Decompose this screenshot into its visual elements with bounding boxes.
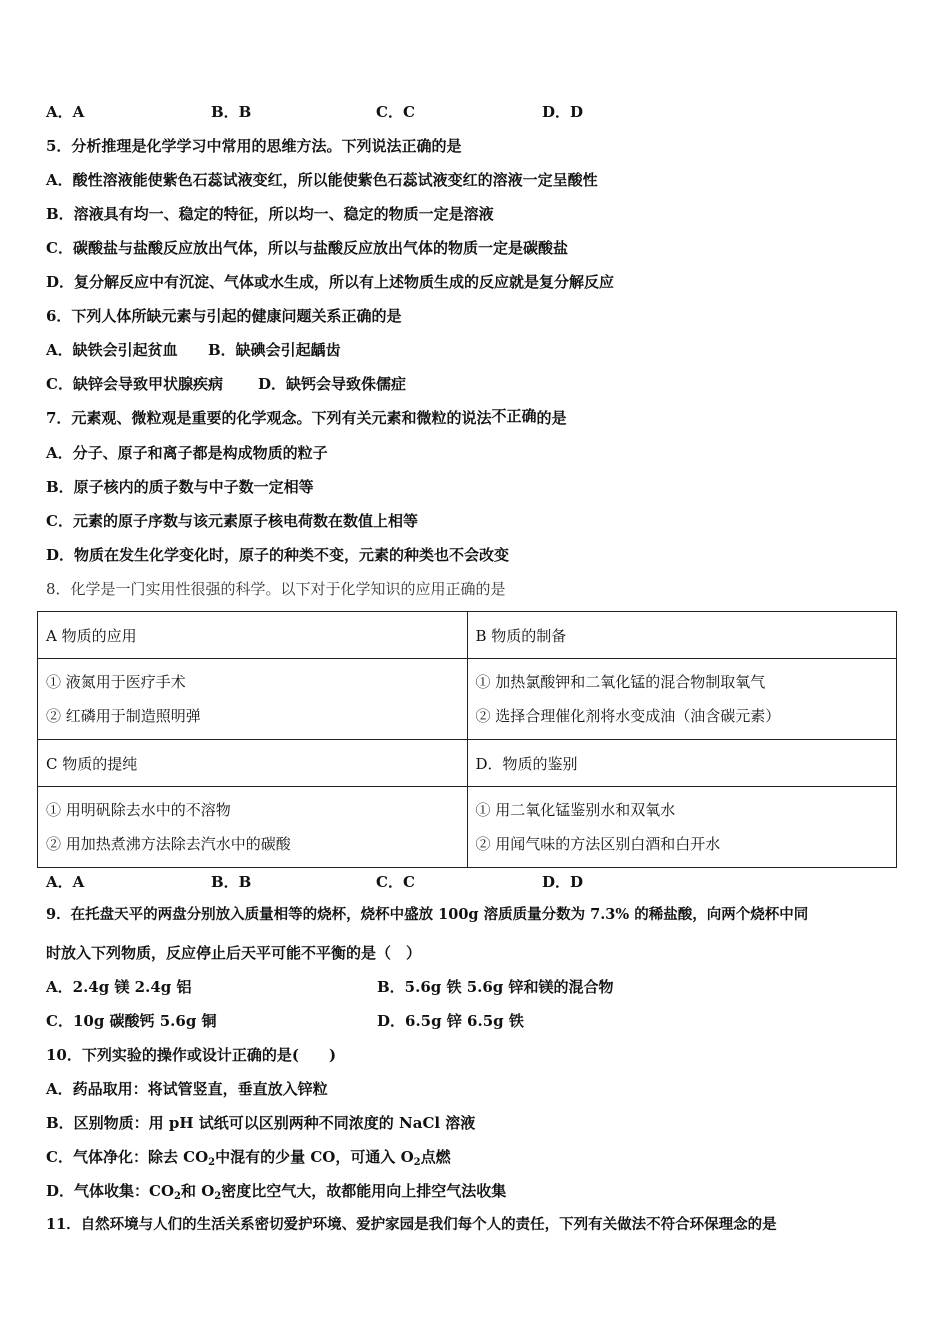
q8-option-c: C．C (376, 873, 415, 891)
option-d: D．D (542, 103, 584, 121)
q8-option-b: B．B (211, 873, 252, 891)
q7-option-b: B．原子核内的质子数与中子数一定相等 (46, 478, 314, 496)
table-header-b: B 物质的制备 (467, 612, 897, 659)
table-row (38, 612, 897, 659)
c-item-2: ② 用加热煮沸方法除去汽水中的碳酸 (46, 835, 291, 853)
table-cell-c (38, 787, 468, 868)
q11-stem: 11．自然环境与人们的生活关系密切爱护环境、爱护家园是我们每个人的责任，下列有关做法不符合环保理念的是 (46, 1216, 777, 1233)
q7-stem-main: 7．元素观、微粒观是重要的化学观念。下列有关元素和微粒的说法 (46, 409, 492, 427)
q8-option-a: A．A (46, 873, 85, 891)
q6-option-d: D．缺钙会导致侏儒症 (258, 375, 407, 393)
q8-options-row (46, 872, 746, 892)
q9-stem-line1: 9．在托盘天平的两盘分别放入质量相等的烧杯，烧杯中盛放 100g 溶质质量分数为 7.3% 的稀盐酸，向两个烧杯中同 (46, 906, 809, 923)
q8-option-d: D．D (542, 873, 584, 891)
a-item-2: ② 红磷用于制造照明弹 (46, 707, 201, 725)
table-header-d: D．物质的鉴别 (467, 740, 897, 787)
q7-option-c: C．元素的原子序数与该元素原子核电荷数在数值上相等 (46, 512, 418, 530)
q5-stem: 5．分析推理是化学学习中常用的思维方法。下列说法正确的是 (46, 137, 462, 155)
q7-option-a: A．分子、原子和离子都是构成物质的粒子 (46, 444, 328, 462)
q7-stem-end: 的是 (536, 409, 567, 427)
q9-option-c: C．10g 碳酸钙 5.6g 铜 (46, 1012, 217, 1030)
b-item-1: ① 加热氯酸钾和二氧化锰的混合物制取氧气 (475, 673, 766, 691)
table-row (38, 740, 897, 787)
d-item-2: ② 用闻气味的方法区别白酒和白开水 (475, 835, 721, 853)
q7-option-d: D．物质在发生化学变化时，原子的种类不变，元素的种类也不会改变 (46, 546, 510, 564)
table-row (38, 659, 897, 740)
q5-option-b: B．溶液具有均一、稳定的特征，所以均一、稳定的物质一定是溶液 (46, 205, 494, 223)
q10-d-text-1: D．气体收集：CO (46, 1182, 175, 1200)
q10-c-sub-1: 2 (208, 1157, 216, 1168)
q10-c-text-2: 中混有的少量 CO，可通入 O (215, 1148, 414, 1166)
table-cell-b (467, 659, 897, 740)
q9-options-row2 (46, 1011, 866, 1031)
c-item-1: ① 用明矾除去水中的不溶物 (46, 801, 231, 819)
q6-option-c: C．缺锌会导致甲状腺疾病 (46, 375, 223, 393)
q10-c-sub-2: 2 (413, 1157, 421, 1168)
q5-option-c: C．碳酸盐与盐酸反应放出气体，所以与盐酸反应放出气体的物质一定是碳酸盐 (46, 239, 568, 257)
option-b: B．B (211, 103, 252, 121)
table-row (38, 787, 897, 868)
q9-option-d: D．6.5g 锌 6.5g 铁 (377, 1012, 524, 1030)
q9-stem-line2: 时放入下列物质，反应停止后天平可能不平衡的是（ ） (46, 944, 422, 962)
q8-stem: 8．化学是一门实用性很强的科学。以下对于化学知识的应用正确的是 (46, 580, 506, 598)
q10-option-b: B．区别物质：用 pH 试纸可以区别两种不同浓度的 NaCl 溶液 (46, 1114, 476, 1132)
a-item-1: ① 液氮用于医疗手术 (46, 673, 186, 691)
q10-d-sub-1: 2 (174, 1191, 181, 1202)
q10-option-a: A．药品取用：将试管竖直，垂直放入锌粒 (46, 1080, 328, 1098)
q6-option-a: A．缺铁会引起贫血 (46, 341, 178, 359)
q5-option-d: D．复分解反应中有沉淀、气体或水生成，所以有上述物质生成的反应就是复分解反应 (46, 273, 615, 291)
q8-table (37, 611, 897, 868)
q9-option-a: A．2.4g 镁 2.4g 铝 (46, 978, 192, 996)
q9-option-b: B．5.6g 铁 5.6g 锌和镁的混合物 (377, 978, 614, 996)
table-header-c: C 物质的提纯 (38, 740, 468, 787)
q6-stem: 6．下列人体所缺元素与引起的健康问题关系正确的是 (46, 307, 402, 325)
q7-stem-emphasis: 不正确 (491, 407, 537, 425)
q10-d-text-3: 密度比空气大，故都能用向上排空气法收集 (221, 1182, 507, 1200)
q10-c-text-1: C．气体净化：除去 CO (46, 1148, 209, 1166)
q10-d-sub-2: 2 (214, 1191, 222, 1202)
q9-options-row1 (46, 977, 866, 997)
top-options-row (46, 102, 746, 122)
q6-options-row1 (46, 340, 866, 360)
b-item-2: ② 选择合理催化剂将水变成油（油含碳元素） (475, 707, 781, 725)
d-item-1: ① 用二氧化锰鉴别水和双氧水 (475, 801, 676, 819)
q10-stem: 10．下列实验的操作或设计正确的是( ) (46, 1046, 337, 1064)
q6-option-b: B．缺碘会引起龋齿 (208, 341, 341, 359)
q6-options-row2 (46, 374, 866, 394)
option-c: C．C (376, 103, 415, 121)
table-cell-a (38, 659, 468, 740)
table-header-a: A 物质的应用 (38, 612, 468, 659)
q7-stem (46, 408, 566, 428)
option-a: A．A (46, 103, 85, 121)
q10-option-d (46, 1181, 506, 1201)
q10-option-c (46, 1147, 451, 1167)
q10-d-text-2: 和 O (180, 1182, 215, 1200)
q10-c-text-3: 点燃 (420, 1148, 451, 1166)
q5-option-a: A．酸性溶液能使紫色石蕊试液变红，所以能使紫色石蕊试液变红的溶液一定呈酸性 (46, 171, 598, 189)
table-cell-d (467, 787, 897, 868)
